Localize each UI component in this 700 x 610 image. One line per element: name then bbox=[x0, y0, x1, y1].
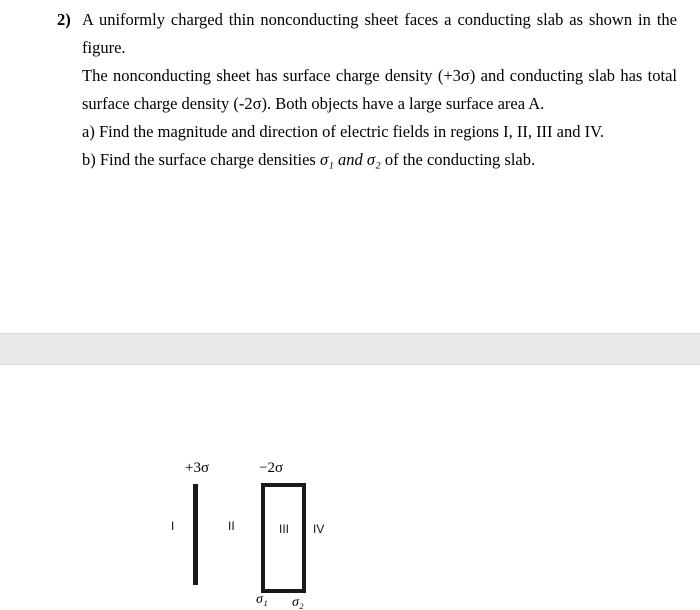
nonconducting-sheet bbox=[193, 484, 198, 585]
problem-line-part-a: a) Find the magnitude and direction of electric fields in regions I, II, III and IV. bbox=[82, 122, 605, 141]
sigma1-label: σ₁ bbox=[256, 592, 268, 607]
page-separator-band bbox=[0, 333, 700, 365]
region-label-iv: IV bbox=[313, 522, 325, 536]
region-label-i: I bbox=[171, 519, 175, 533]
part-b-sigma-terms: σ₁ and σ₂ bbox=[319, 150, 381, 169]
part-b-prefix: b) Find the surface charge densities bbox=[82, 150, 320, 169]
sheet-charge-label: +3σ bbox=[185, 460, 210, 476]
conducting-slab bbox=[261, 483, 306, 593]
problem-number: 2) bbox=[57, 10, 71, 29]
problem-lines bbox=[82, 6, 677, 174]
problem-line-1: A uniformly charged thin nonconducting sheet faces a conducting slab as shown in the figure. bbox=[82, 10, 677, 57]
problem-line-2: The nonconducting sheet has surface charge density (+3σ) and conducting slab has total bbox=[82, 66, 677, 85]
region-label-ii: II bbox=[228, 519, 235, 533]
problem-block bbox=[57, 6, 677, 174]
part-b-suffix: of the conducting slab. bbox=[380, 150, 536, 169]
problem-line-part-b bbox=[82, 146, 677, 174]
problem-line-3: surface charge density (-2σ). Both objects have a large surface area A. bbox=[82, 94, 545, 113]
sigma2-label: σ₂ bbox=[292, 595, 304, 610]
region-label-iii: III bbox=[279, 522, 290, 536]
slab-charge-label: −2σ bbox=[259, 460, 284, 476]
